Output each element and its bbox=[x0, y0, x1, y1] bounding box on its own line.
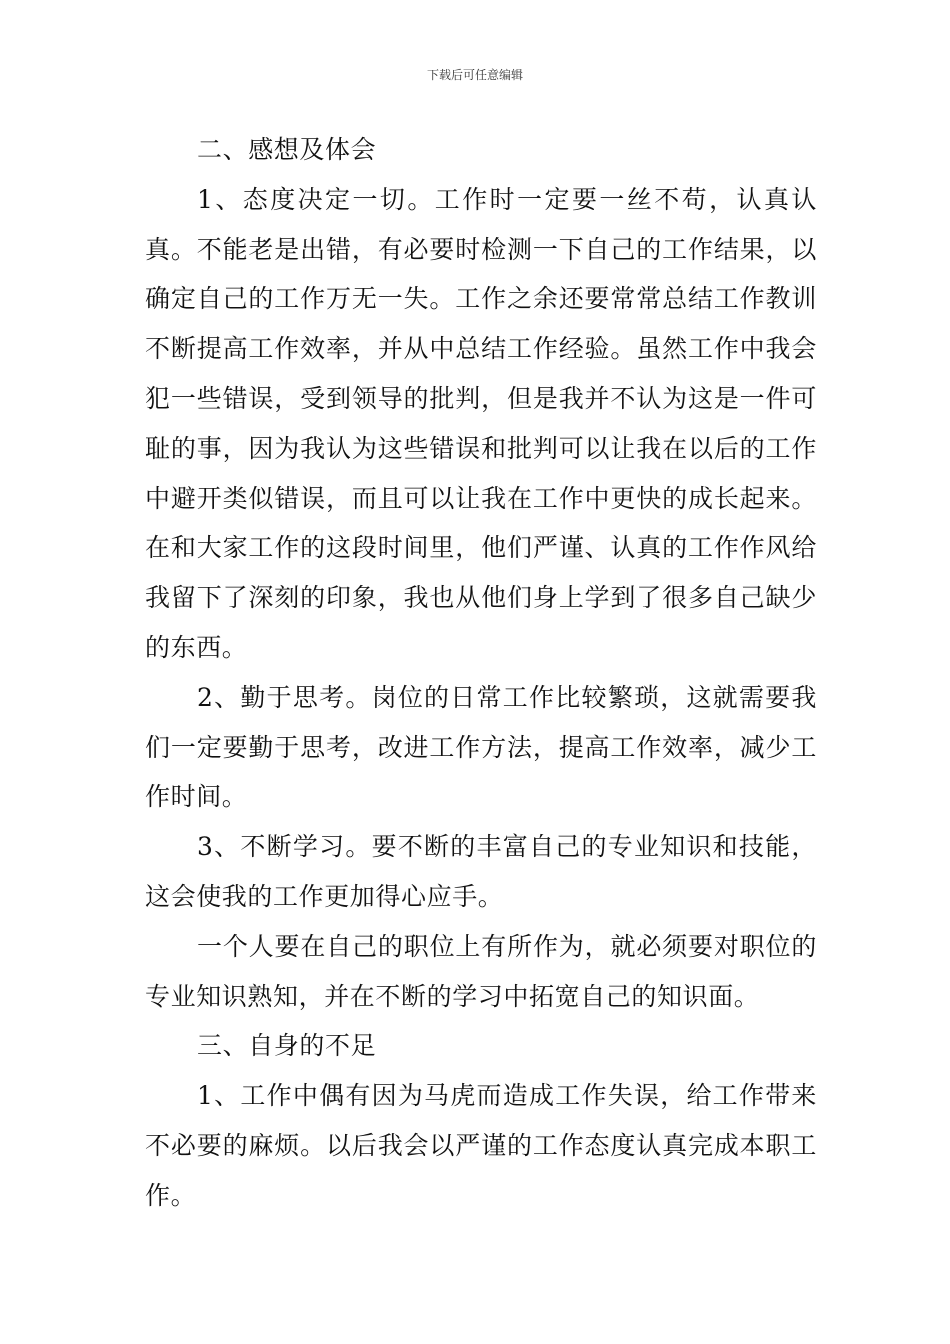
document-body bbox=[145, 125, 817, 1221]
section-heading-feelings: 二、感想及体会 bbox=[197, 135, 377, 164]
paragraph-carelessness: 1、工作中偶有因为马虎而造成工作失误，给工作带来不必要的麻烦。以后我会以严谨的工作态度认真完成本职工作。 bbox=[145, 1081, 817, 1210]
page-header: 下载后可任意编辑 bbox=[426, 68, 523, 82]
paragraph-thinking: 2、勤于思考。岗位的日常工作比较繁琐，这就需要我们一定要勤于思考，改进工作方法，提高工作效率，减少工作时间。 bbox=[145, 682, 817, 812]
paragraph-learning: 3、不断学习。要不断的丰富自己的专业知识和技能，这会使我的工作更加得心应手。 bbox=[145, 832, 817, 911]
paragraph-attitude: 1、态度决定一切。工作时一定要一丝不苟，认真认真。不能老是出错，有必要时检测一下自己的工作结果，以确定自己的工作万无一失。工作之余还要常常总结工作教训不断提高工作效率，并从中总结工作经验。虽然工作中我会犯一些错误，受到领导的批判，但是我并不认为这是一件可耻的事，因为我认为这些错误和批判可以让我在以后的工作中避开类似错误，而且可以让我在工作中更快的成长起来。在和大家工作的这段时间里，他们严谨、认真的工作作风给我留下了深刻的印象，我也从他们身上学到了很多自己缺少的东西。 bbox=[145, 184, 817, 662]
paragraph-position: 一个人要在自己的职位上有所作为，就必须要对职位的专业知识熟知，并在不断的学习中拓宽自己的知识面。 bbox=[145, 931, 817, 1011]
section-heading-shortcomings: 三、自身的不足 bbox=[197, 1031, 377, 1061]
